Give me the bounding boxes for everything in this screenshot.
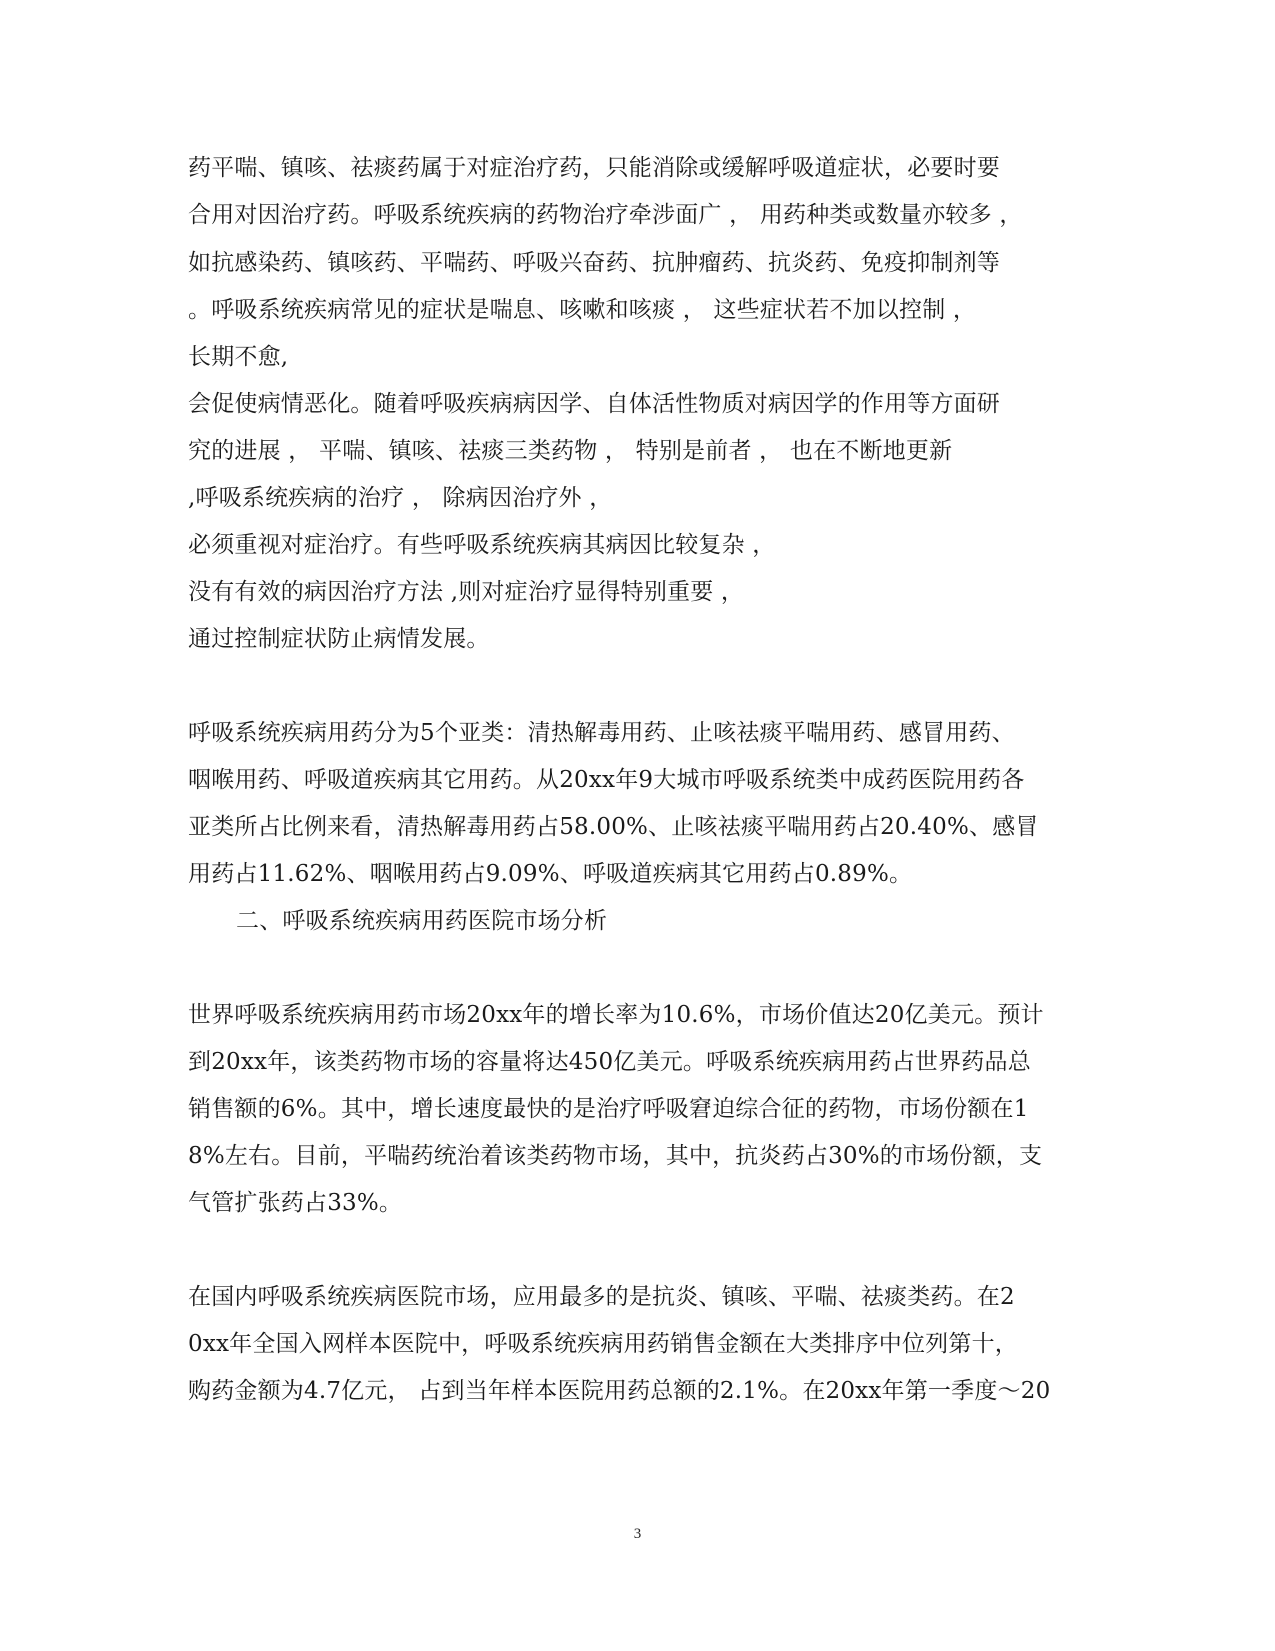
text-line: 世界呼吸系统疾病用药市场20xx年的增长率为10.6%，市场价值达20亿美元。预计: [188, 1002, 1044, 1028]
text-line: 亚类所占比例来看，清热解毒用药占58.00%、止咳祛痰平喘用药占20.40%、感冒: [188, 814, 1039, 840]
text-line: 如抗感染药、镇咳药、平喘药、呼吸兴奋药、抗肿瘤药、抗炎药、免疫抑制剂等: [188, 250, 1000, 276]
text-line: 没有有效的病因治疗方法 ,则对症治疗显得特别重要 ，: [188, 579, 745, 605]
page-number: 3: [633, 1526, 642, 1542]
text-line: 到20xx年，该类药物市场的容量将达450亿美元。呼吸系统疾病用药占世界药品总: [188, 1049, 1031, 1075]
text-line: 通过控制症状防止病情发展。: [188, 626, 490, 652]
text-line: 。呼吸系统疾病常见的症状是喘息、咳嗽和咳痰 ， 这些症状若不加以控制 ，: [188, 297, 977, 323]
text-line: 在国内呼吸系统疾病医院市场，应用最多的是抗炎、镇咳、平喘、祛痰类药。在2: [188, 1284, 1015, 1310]
text-line: ,呼吸系统疾病的治疗 ， 除病因治疗外 ，: [188, 485, 613, 511]
text-line: 合用对因治疗药。呼吸系统疾病的药物治疗牵涉面广 ， 用药种类或数量亦较多 ，: [188, 202, 1023, 228]
text-line: 必须重视对症治疗。有些呼吸系统疾病其病因比较复杂 ，: [188, 532, 776, 558]
text-line: 呼吸系统疾病用药分为5个亚类：清热解毒用药、止咳祛痰平喘用药、感冒用药、: [188, 720, 1015, 746]
section-heading: 二、呼吸系统疾病用药医院市场分析: [236, 908, 608, 934]
text-line: 用药占11.62%、咽喉用药占9.09%、呼吸道疾病其它用药占0.89%。: [188, 861, 913, 887]
text-line: 长期不愈,: [188, 344, 289, 370]
text-line: 8%左右。目前，平喘药统治着该类药物市场，其中，抗炎药占30%的市场份额，支: [188, 1143, 1043, 1169]
text-line: 气管扩张药占33%。: [188, 1190, 403, 1216]
text-line: 购药金额为4.7亿元， 占到当年样本医院用药总额的2.1%。在20xx年第一季度～20: [188, 1378, 1051, 1404]
text-line: 药平喘、镇咳、祛痰药属于对症治疗药，只能消除或缓解呼吸道症状，必要时要: [188, 155, 1000, 181]
text-line: 咽喉用药、呼吸道疾病其它用药。从20xx年9大城市呼吸系统类中成药医院用药各: [188, 767, 1025, 793]
text-line: 销售额的6%。其中，增长速度最快的是治疗呼吸窘迫综合征的药物，市场份额在1: [188, 1096, 1029, 1122]
text-line: 0xx年全国入网样本医院中，呼吸系统疾病用药销售金额在大类排序中位列第十，: [188, 1331, 1018, 1357]
text-line: 究的进展 ， 平喘、镇咳、祛痰三类药物 ， 特别是前者 ， 也在不断地更新: [188, 438, 953, 464]
text-line: 会促使病情恶化。随着呼吸疾病病因学、自体活性物质对病因学的作用等方面研: [188, 391, 1000, 417]
